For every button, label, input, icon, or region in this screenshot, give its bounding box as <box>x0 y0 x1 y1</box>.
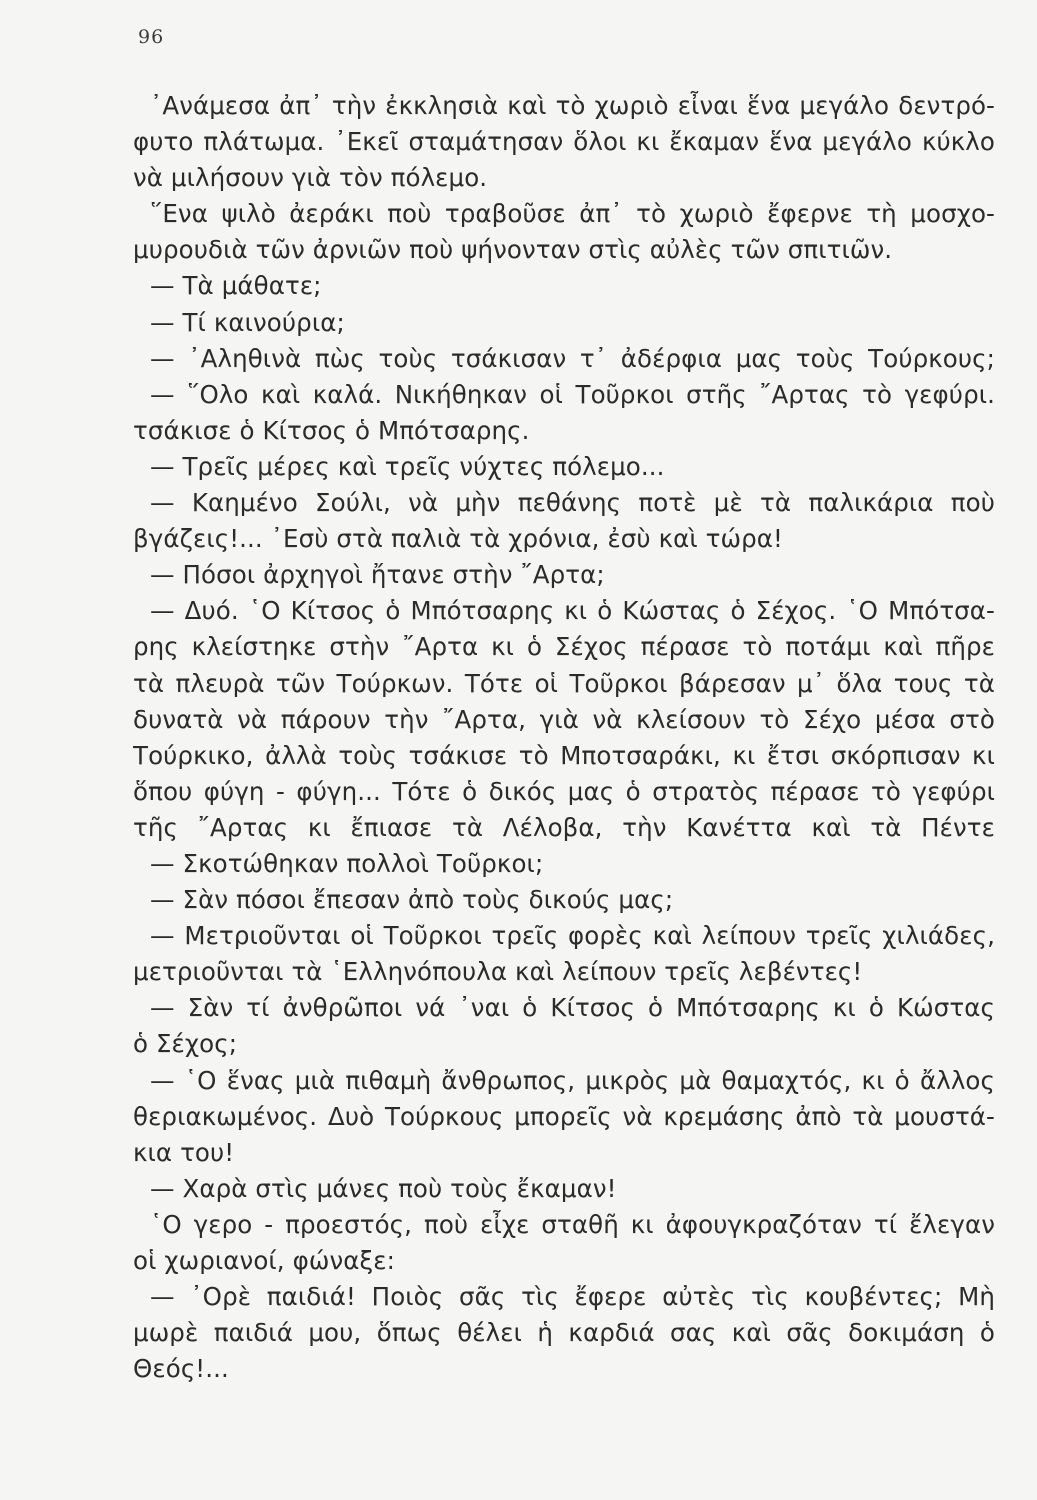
text-line: δυνατὰ νὰ πάρουν τὴν ῎Αρτα, γιὰ νὰ κλείσουν τὸ Σέχο μέσα στὸ <box>133 704 995 734</box>
text-line: τὰ πλευρὰ τῶν Τούρκων. Τότε οἱ Τοῦρκοι βάρεσαν μ᾿ ὅλα τους τὰ <box>133 668 995 698</box>
text-line: οἱ χωριανοί, φώναξε: <box>133 1246 395 1275</box>
text-line: θεριακωμένος. Δυὸ Τούρκους μπορεῖς νὰ κρεμάσης ἀπὸ τὰ μουστά- <box>133 1101 995 1131</box>
text-line: μυρουδιὰ τῶν ἀρνιῶν ποὺ ψήνονταν στὶς αὐλὲς τῶν σπιτιῶν. <box>133 235 893 265</box>
text-line: — Τί καινούρια; <box>150 307 345 337</box>
text-line: τσάκισε ὁ Κίτσος ὁ Μπότσαρης. <box>133 415 530 445</box>
text-line: — Πόσοι ἀρχηγοὶ ἤτανε στὴν ῎Αρτα; <box>150 560 605 590</box>
text-line: — Τρεῖς μέρες καὶ τρεῖς νύχτες πόλεμο... <box>150 451 665 481</box>
text-line: ῾Ο γερο - προεστός, ποὺ εἶχε σταθῆ κι ἀφουγκραζόταν τί ἔλεγαν <box>150 1209 995 1239</box>
text-line: — Σὰν πόσοι ἔπεσαν ἀπὸ τοὺς δικούς μας; <box>150 885 674 915</box>
text-line: — Σκοτώθηκαν πολλοὶ Τοῦρκοι; <box>150 848 544 878</box>
text-line: — Χαρὰ στὶς μάνες ποὺ τοὺς ἔκαμαν! <box>150 1173 617 1203</box>
text-line: — ᾿Αληθινὰ πὼς τοὺς τσάκισαν τ᾿ ἀδέρφια μας τοὺς Τούρκους; <box>150 343 995 373</box>
body-text <box>133 88 995 1387</box>
text-line: βγάζεις!... ᾿Εσὺ στὰ παλιὰ τὰ χρόνια, ἐσὺ καὶ τώρα! <box>133 524 783 554</box>
text-line: — ῞Ολο καὶ καλά. Νικήθηκαν οἱ Τοῦρκοι στῆς ῎Αρτας τὸ γεφύρι. <box>150 379 995 409</box>
text-line: ὅπου φύγη - φύγη... Τότε ὁ δικός μας ὁ στρατὸς πέρασε τὸ γεφύρι <box>133 776 995 806</box>
text-line: — Σὰν τί ἀνθρῶποι νά ᾿ναι ὁ Κίτσος ὁ Μπότσαρης κι ὁ Κώστας <box>150 993 995 1023</box>
text-line: μωρὲ παιδιά μου, ὅπως θέλει ἡ καρδιά σας καὶ σᾶς δοκιμάση ὁ <box>133 1318 995 1348</box>
text-line: — ᾿Ορὲ παιδιά! Ποιὸς σᾶς τὶς ἔφερε αὐτὲς τὶς κουβέντες; Μὴ <box>150 1282 995 1312</box>
text-line: νὰ μιλήσουν γιὰ τὸν πόλεμο. <box>133 163 488 193</box>
page-number: 96 <box>138 26 165 48</box>
text-line: ᾿Ανάμεσα ἀπ᾿ τὴν ἐκκλησιὰ καὶ τὸ χωριὸ εἶναι ἕνα μεγάλο δεντρό- <box>150 91 995 120</box>
text-line: — ῾Ο ἕνας μιὰ πιθαμὴ ἄνθρωπος, μικρὸς μὰ θαμαχτός, κι ὁ ἄλλος <box>150 1065 995 1095</box>
text-line: Τούρκικο, ἀλλὰ τοὺς τσάκισε τὸ Μποτσαράκι, κι ἔτσι σκόρπισαν κι <box>133 740 995 770</box>
text-line: ῞Ενα ψιλὸ ἀεράκι ποὺ τραβοῦσε ἀπ᾿ τὸ χωριὸ ἔφερνε τὴ μοσχο- <box>150 199 995 229</box>
text-line: μετριοῦνται τὰ ῾Ελληνόπουλα καὶ λείπουν τρεῖς λεβέντες! <box>133 957 863 987</box>
text-line: — Τὰ μάθατε; <box>150 271 322 301</box>
text-line: — Καημένο Σούλι, νὰ μὴν πεθάνης ποτὲ μὲ τὰ παλικάρια ποὺ <box>150 488 995 518</box>
text-line: φυτο πλάτωμα. ᾿Εκεῖ σταμάτησαν ὅλοι κι ἔκαμαν ἕνα μεγάλο κύκλο <box>133 127 995 157</box>
text-line: ρης κλείστηκε στὴν ῎Αρτα κι ὁ Σέχος πέρασε τὸ ποτάμι καὶ πῆρε <box>133 632 995 662</box>
text-line: κια του! <box>133 1137 235 1167</box>
text-line: Θεός!... <box>133 1354 229 1384</box>
text-line: τῆς ῎Αρτας κι ἔπιασε τὰ Λέλοβα, τὴν Κανέττα καὶ τὰ Πέντε <box>133 812 995 842</box>
text-line: ὁ Σέχος; <box>133 1029 238 1059</box>
text-line: — Μετριοῦνται οἱ Τοῦρκοι τρεῖς φορὲς καὶ λείπουν τρεῖς χιλιάδες, <box>150 921 995 951</box>
text-line: — Δυό. ῾Ο Κίτσος ὁ Μπότσαρης κι ὁ Κώστας ὁ Σέχος. ῾Ο Μπότσα- <box>150 596 995 626</box>
